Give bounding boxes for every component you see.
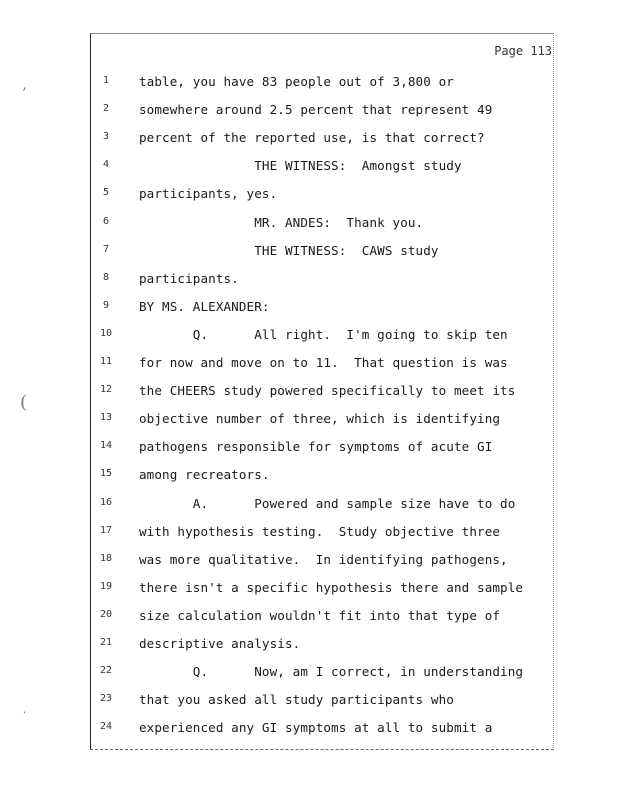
line-number: 16 xyxy=(99,496,113,508)
line-number: 10 xyxy=(99,327,113,339)
transcript-line: objective number of three, which is identifying xyxy=(139,411,501,427)
transcript-line: participants. xyxy=(139,270,239,286)
line-number: 7 xyxy=(102,243,110,255)
line-number: 23 xyxy=(99,693,113,705)
line-number: 3 xyxy=(102,131,110,143)
line-number: 21 xyxy=(99,637,113,648)
line-number: 17 xyxy=(99,524,113,536)
transcript-line: among recreators. xyxy=(139,467,270,483)
line-number: 6 xyxy=(102,215,110,227)
line-number: 8 xyxy=(102,271,110,283)
line-number: 14 xyxy=(99,440,113,452)
transcript-line: was more qualitative. In identifying pathogens, xyxy=(139,551,508,567)
line-number: 15 xyxy=(99,468,113,480)
line-number: 24 xyxy=(99,721,113,733)
line-number: 13 xyxy=(99,412,113,424)
line-number: 1 xyxy=(102,75,110,86)
transcript-line: Q. Now, am I correct, in understanding xyxy=(139,664,524,680)
transcript-line: there isn't a specific hypothesis there and sample xyxy=(139,579,524,595)
line-number: 18 xyxy=(99,552,113,564)
transcript-line: the CHEERS study powered specifically to meet its xyxy=(139,383,516,399)
transcript-line: THE WITNESS: Amongst study xyxy=(139,158,462,174)
transcript-line: descriptive analysis. xyxy=(139,636,301,651)
line-number: 12 xyxy=(99,384,113,396)
line-number: 9 xyxy=(102,299,110,311)
transcript-line: Q. All right. I'm going to skip ten xyxy=(139,326,508,342)
margin-scan-mark: ’ xyxy=(22,86,27,102)
transcript-line: participants, yes. xyxy=(139,186,278,202)
margin-scan-mark: ( xyxy=(20,392,28,413)
line-number: 11 xyxy=(99,356,113,367)
margin-scan-mark: ˑ xyxy=(22,706,27,722)
line-number: 5 xyxy=(102,187,110,199)
transcript-line: pathogens responsible for symptoms of acute GI xyxy=(139,439,493,455)
transcript-line: MR. ANDES: Thank you. xyxy=(139,214,424,230)
transcript-line: A. Powered and sample size have to do xyxy=(139,495,516,511)
transcript-line: that you asked all study participants who xyxy=(139,692,454,708)
transcript-line: percent of the reported use, is that correct? xyxy=(139,130,485,146)
transcript-line: size calculation wouldn't fit into that type of xyxy=(139,607,501,623)
line-number: 2 xyxy=(102,103,110,115)
transcript-line: somewhere around 2.5 percent that represent 49 xyxy=(139,102,493,118)
transcript-line: THE WITNESS: CAWS study xyxy=(139,242,439,258)
line-number: 4 xyxy=(102,159,110,171)
transcript-line: for now and move on to 11. That question is was xyxy=(139,355,508,370)
transcript-line: table, you have 83 people out of 3,800 or xyxy=(139,74,454,89)
line-number: 22 xyxy=(99,665,113,677)
transcript-line: experienced any GI symptoms at all to submit a xyxy=(139,720,493,736)
page-number: Page 113 xyxy=(494,44,552,58)
line-number: 20 xyxy=(99,608,113,620)
transcript-line: BY MS. ALEXANDER: xyxy=(139,298,270,314)
transcript-line: with hypothesis testing. Study objective three xyxy=(139,523,501,539)
line-number: 19 xyxy=(99,580,113,592)
